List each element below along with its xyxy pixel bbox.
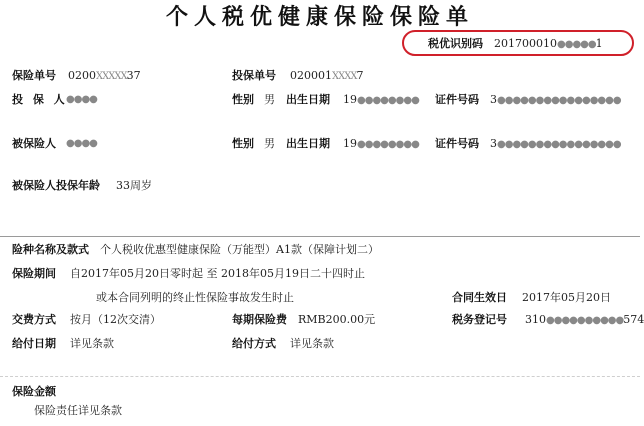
benefit-date-label: 给付日期: [12, 337, 56, 350]
period-line-1: 自2017年05月20日零时起 至 2018年05月19日二十四时止: [70, 267, 365, 280]
policy-no-value: 0200XXXXX37: [68, 69, 141, 82]
insured-name: ●●●●: [66, 138, 97, 149]
effective-date-label: 合同生效日: [452, 291, 507, 304]
tax-registration-label: 税务登记号: [452, 313, 507, 326]
insured-dob: 19●●●●●●●●: [343, 137, 419, 150]
insured-age-label: 被保险人投保年龄: [12, 179, 100, 192]
section-divider: [0, 376, 640, 377]
insured-dob-label: 出生日期: [286, 137, 330, 150]
product-value: 个人税收优惠型健康保险（万能型）A1款（保障计划二）: [100, 243, 379, 256]
benefit-method-value: 详见条款: [290, 337, 334, 350]
document-title: 个人税优健康保险保险单: [165, 4, 474, 30]
tax-registration-value: 310●●●●●●●●●●574: [525, 313, 644, 326]
application-no-label: 投保单号: [232, 69, 276, 82]
policy-no-label: 保险单号: [12, 69, 56, 82]
insured-id: 3●●●●●●●●●●●●●●●●: [490, 137, 621, 150]
payment-method-value: 按月（12次交清）: [70, 313, 161, 326]
applicant-id-label: 证件号码: [435, 93, 479, 106]
insured-age-value: 33周岁: [116, 179, 152, 192]
period-line-2: 或本合同列明的终止性保险事故发生时止: [96, 291, 294, 304]
tax-code-value: 201700010●●●●●1: [494, 37, 603, 50]
applicant-name: ●●●●: [66, 94, 97, 105]
applicant-dob-label: 出生日期: [286, 93, 330, 106]
section-divider: [0, 236, 640, 237]
benefit-date-value: 详见条款: [70, 337, 114, 350]
benefit-method-label: 给付方式: [232, 337, 276, 350]
insured-label: 被保险人: [12, 137, 56, 150]
insured-amount-label: 保险金额: [12, 385, 56, 398]
insured-gender-label: 性别: [232, 137, 254, 150]
insured-amount-value: 保险责任详见条款: [34, 404, 122, 417]
premium-value: RMB200.00元: [298, 313, 376, 326]
insured-id-label: 证件号码: [435, 137, 479, 150]
effective-date-value: 2017年05月20日: [522, 291, 611, 304]
product-label: 险种名称及款式: [12, 243, 89, 256]
applicant-gender: 男: [264, 93, 275, 106]
premium-label: 每期保险费: [232, 313, 287, 326]
applicant-id: 3●●●●●●●●●●●●●●●●: [490, 93, 621, 106]
applicant-dob: 19●●●●●●●●: [343, 93, 419, 106]
tax-code-label: 税优识别码: [428, 37, 483, 50]
application-no-value: 020001XXXX7: [290, 69, 364, 82]
applicant-label: 投 保 人: [12, 93, 68, 106]
insured-gender: 男: [264, 137, 275, 150]
period-label: 保险期间: [12, 267, 56, 280]
applicant-gender-label: 性别: [232, 93, 254, 106]
payment-method-label: 交费方式: [12, 313, 56, 326]
